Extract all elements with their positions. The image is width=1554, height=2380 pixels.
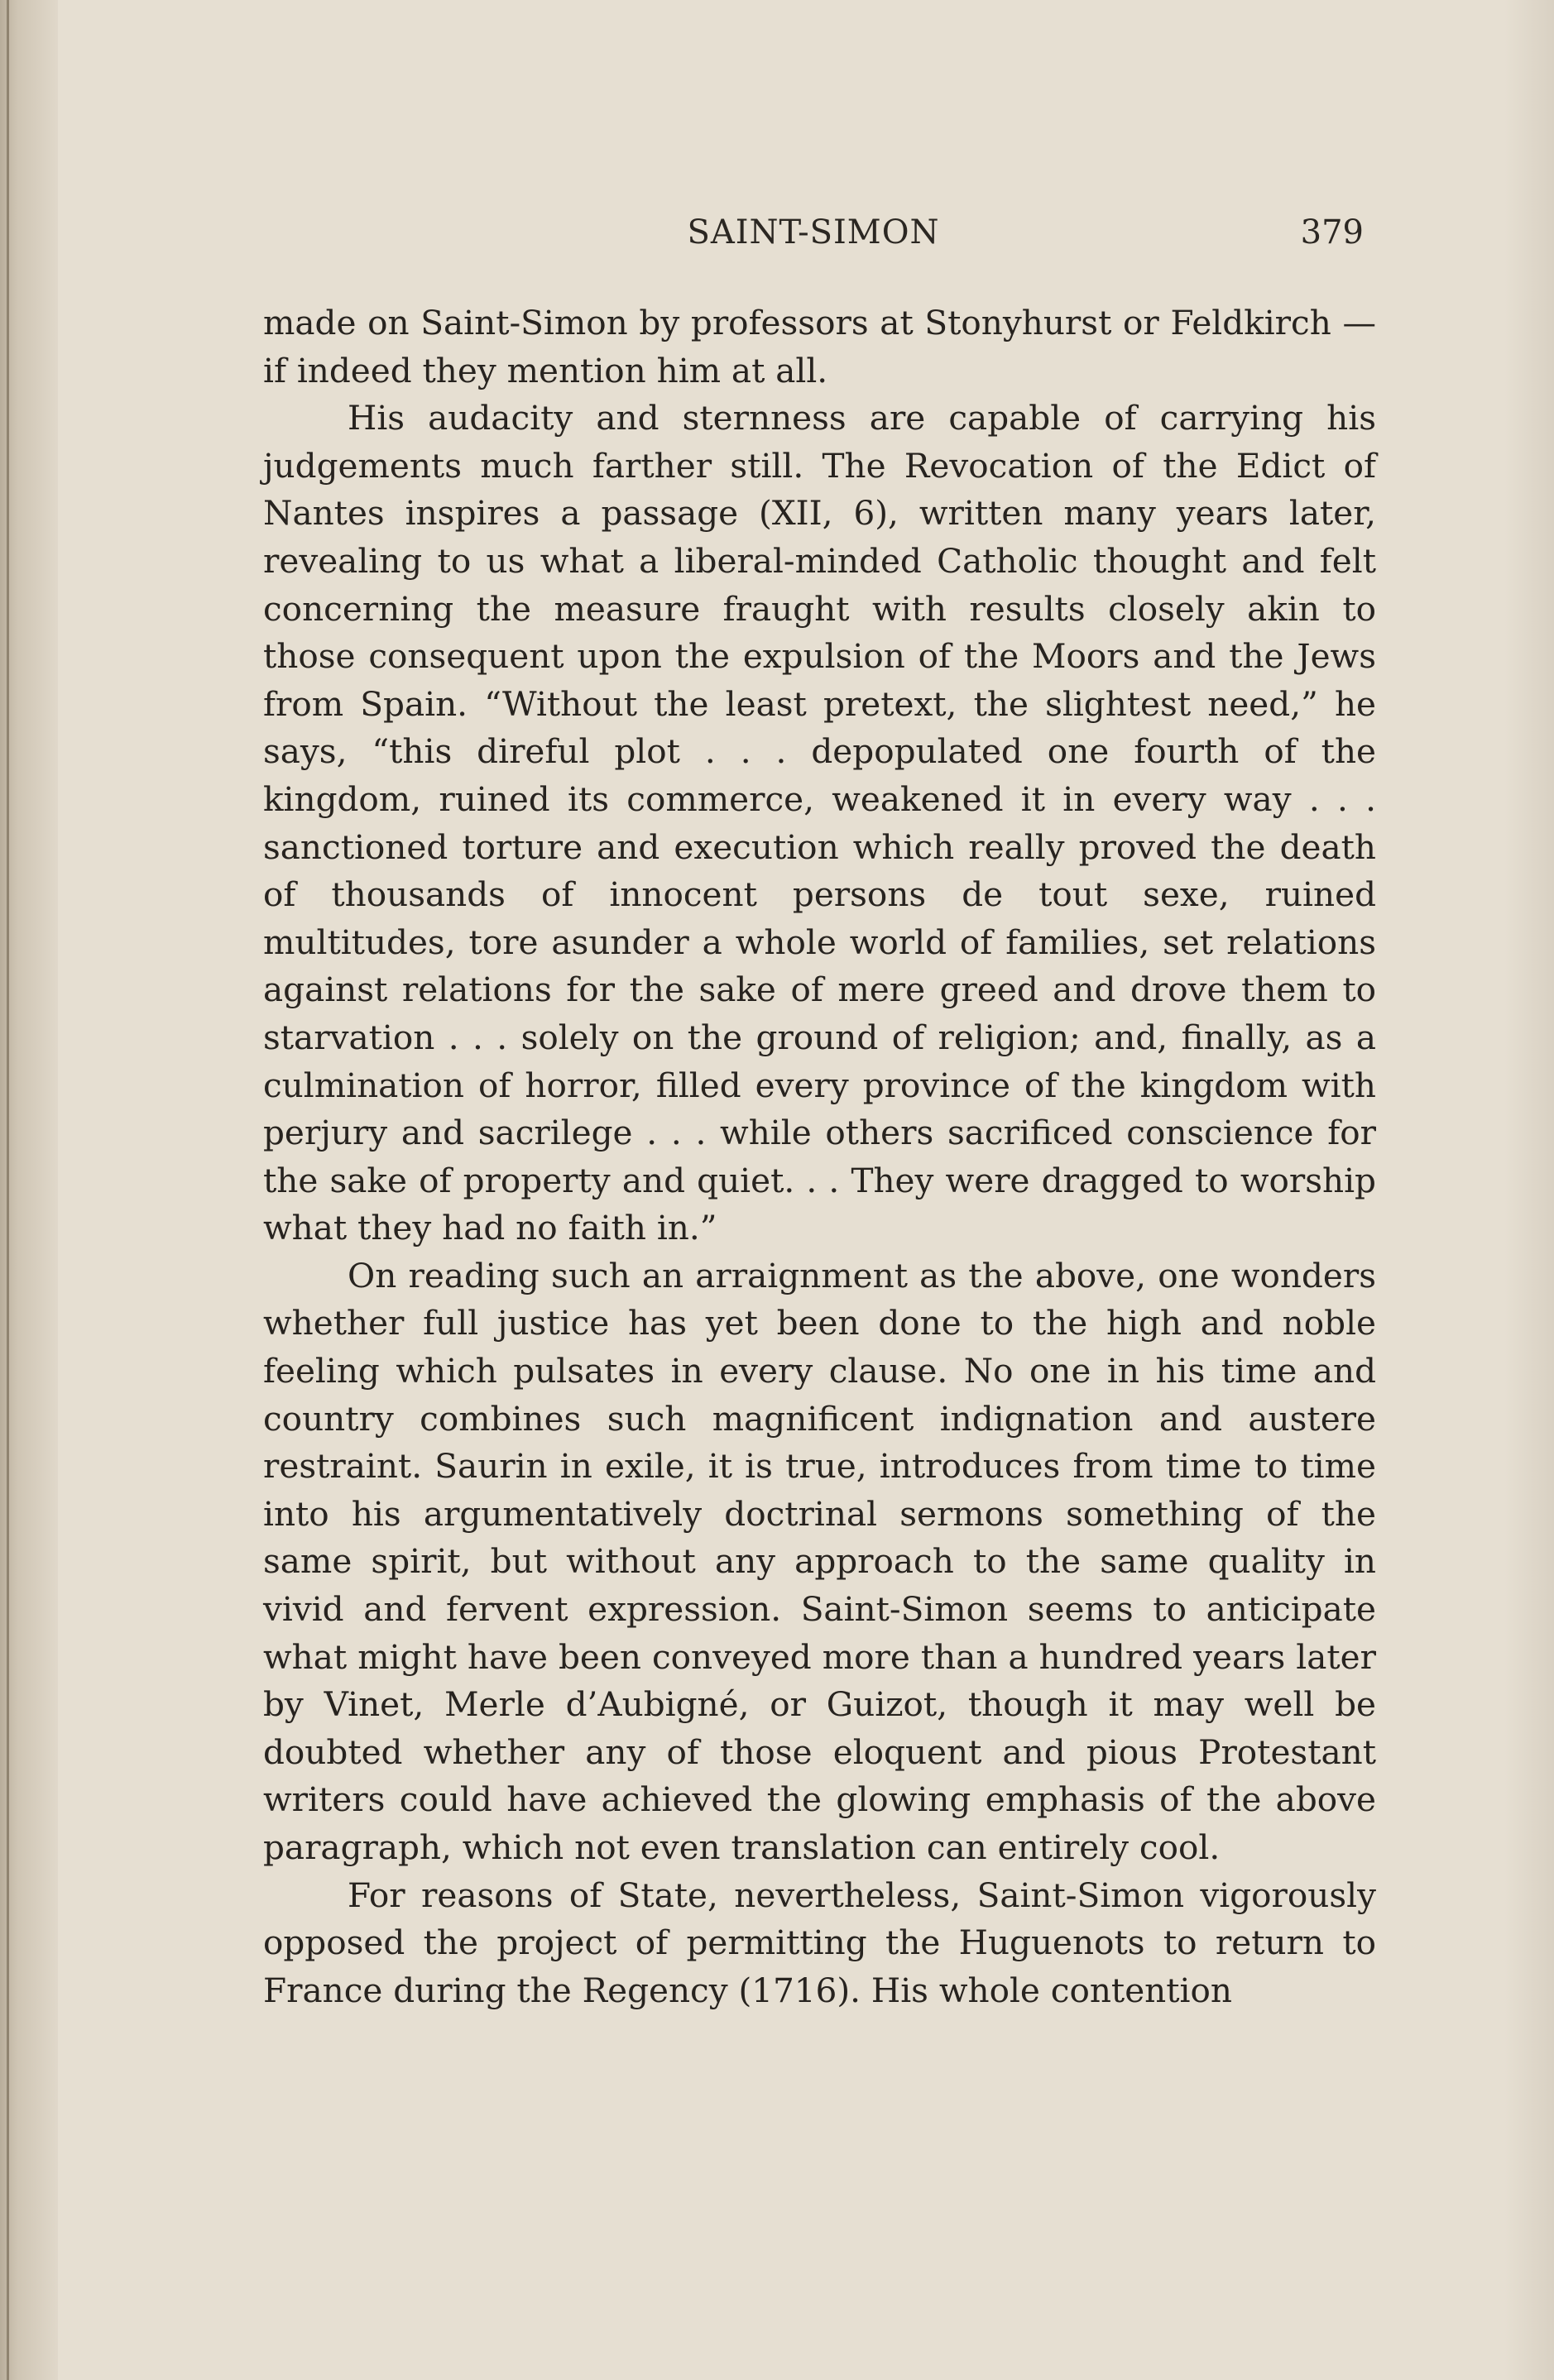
paragraph-reasons-of-state: For reasons of State, nevertheless, Saint-Simon vigorously opposed the project of permitting the Huguenots to return to France during the Regency (1716). His whole contention (263, 1875, 1376, 2010)
paragraph-continued: made on Saint-Simon by professors at Stonyhurst or Feldkirch —if indeed they mention him at all. (263, 303, 1376, 390)
binding-edge-line (7, 0, 9, 2380)
paragraph-revocation: His audacity and sternness are capable of carrying his judgements much farther still. The Revocation of the Edict of Nantes inspires a passage (XII, 6), written many years later, revealing to us what a liberal-minded Catholic thought and felt concerning the measure fraught with results closely akin to those consequent upon the expulsion of the Moors and the Jews from Spain. “Without the least pretext, the slightest need,” he says, “this direful plot . . . depopulated one fourth of the kingdom, ruined its commerce, weakened it in every way . . . sanctioned torture and execution which really proved the death of thousands of innocent persons de tout sexe, ruined multitudes, tore asunder a whole world of families, set relations against relations for the sake of mere greed and drove them to starvation . . . solely on the ground of religion; and, finally, as a culmination of horror, filled every province of the kingdom with perjury and sacrilege . . . while others sacrificed conscience for the sake of property and quiet. . . They were dragged to worship what they had no faith in.” (263, 398, 1376, 1248)
paragraph-arraignment: On reading such an arraignment as the above, one wonders whether full justice has yet been done to the high and noble feeling which pulsates in every clause. No one in his time and country combines such magnificent indignation and austere restraint. Saurin in exile, it is true, introduces from time to time into his argumentatively doctrinal sermons something of the same spirit, but without any approach to the same quality in vivid and fervent expression. Saint-Simon seems to anticipate what might have been conveyed more than a hundred years later by Vinet, Merle d’Aubigné, or Guizot, though it may well be doubted whether any of those eloquent and pious Protestant writers could have achieved the glowing emphasis of the above paragraph, which not even translation can entirely cool. (263, 1255, 1376, 1867)
page-edge-shade (1504, 0, 1554, 2380)
running-title: SAINT-SIMON (687, 213, 940, 251)
page-number: 379 (1300, 213, 1364, 251)
body-text (263, 299, 1376, 2014)
running-head (263, 213, 1364, 263)
